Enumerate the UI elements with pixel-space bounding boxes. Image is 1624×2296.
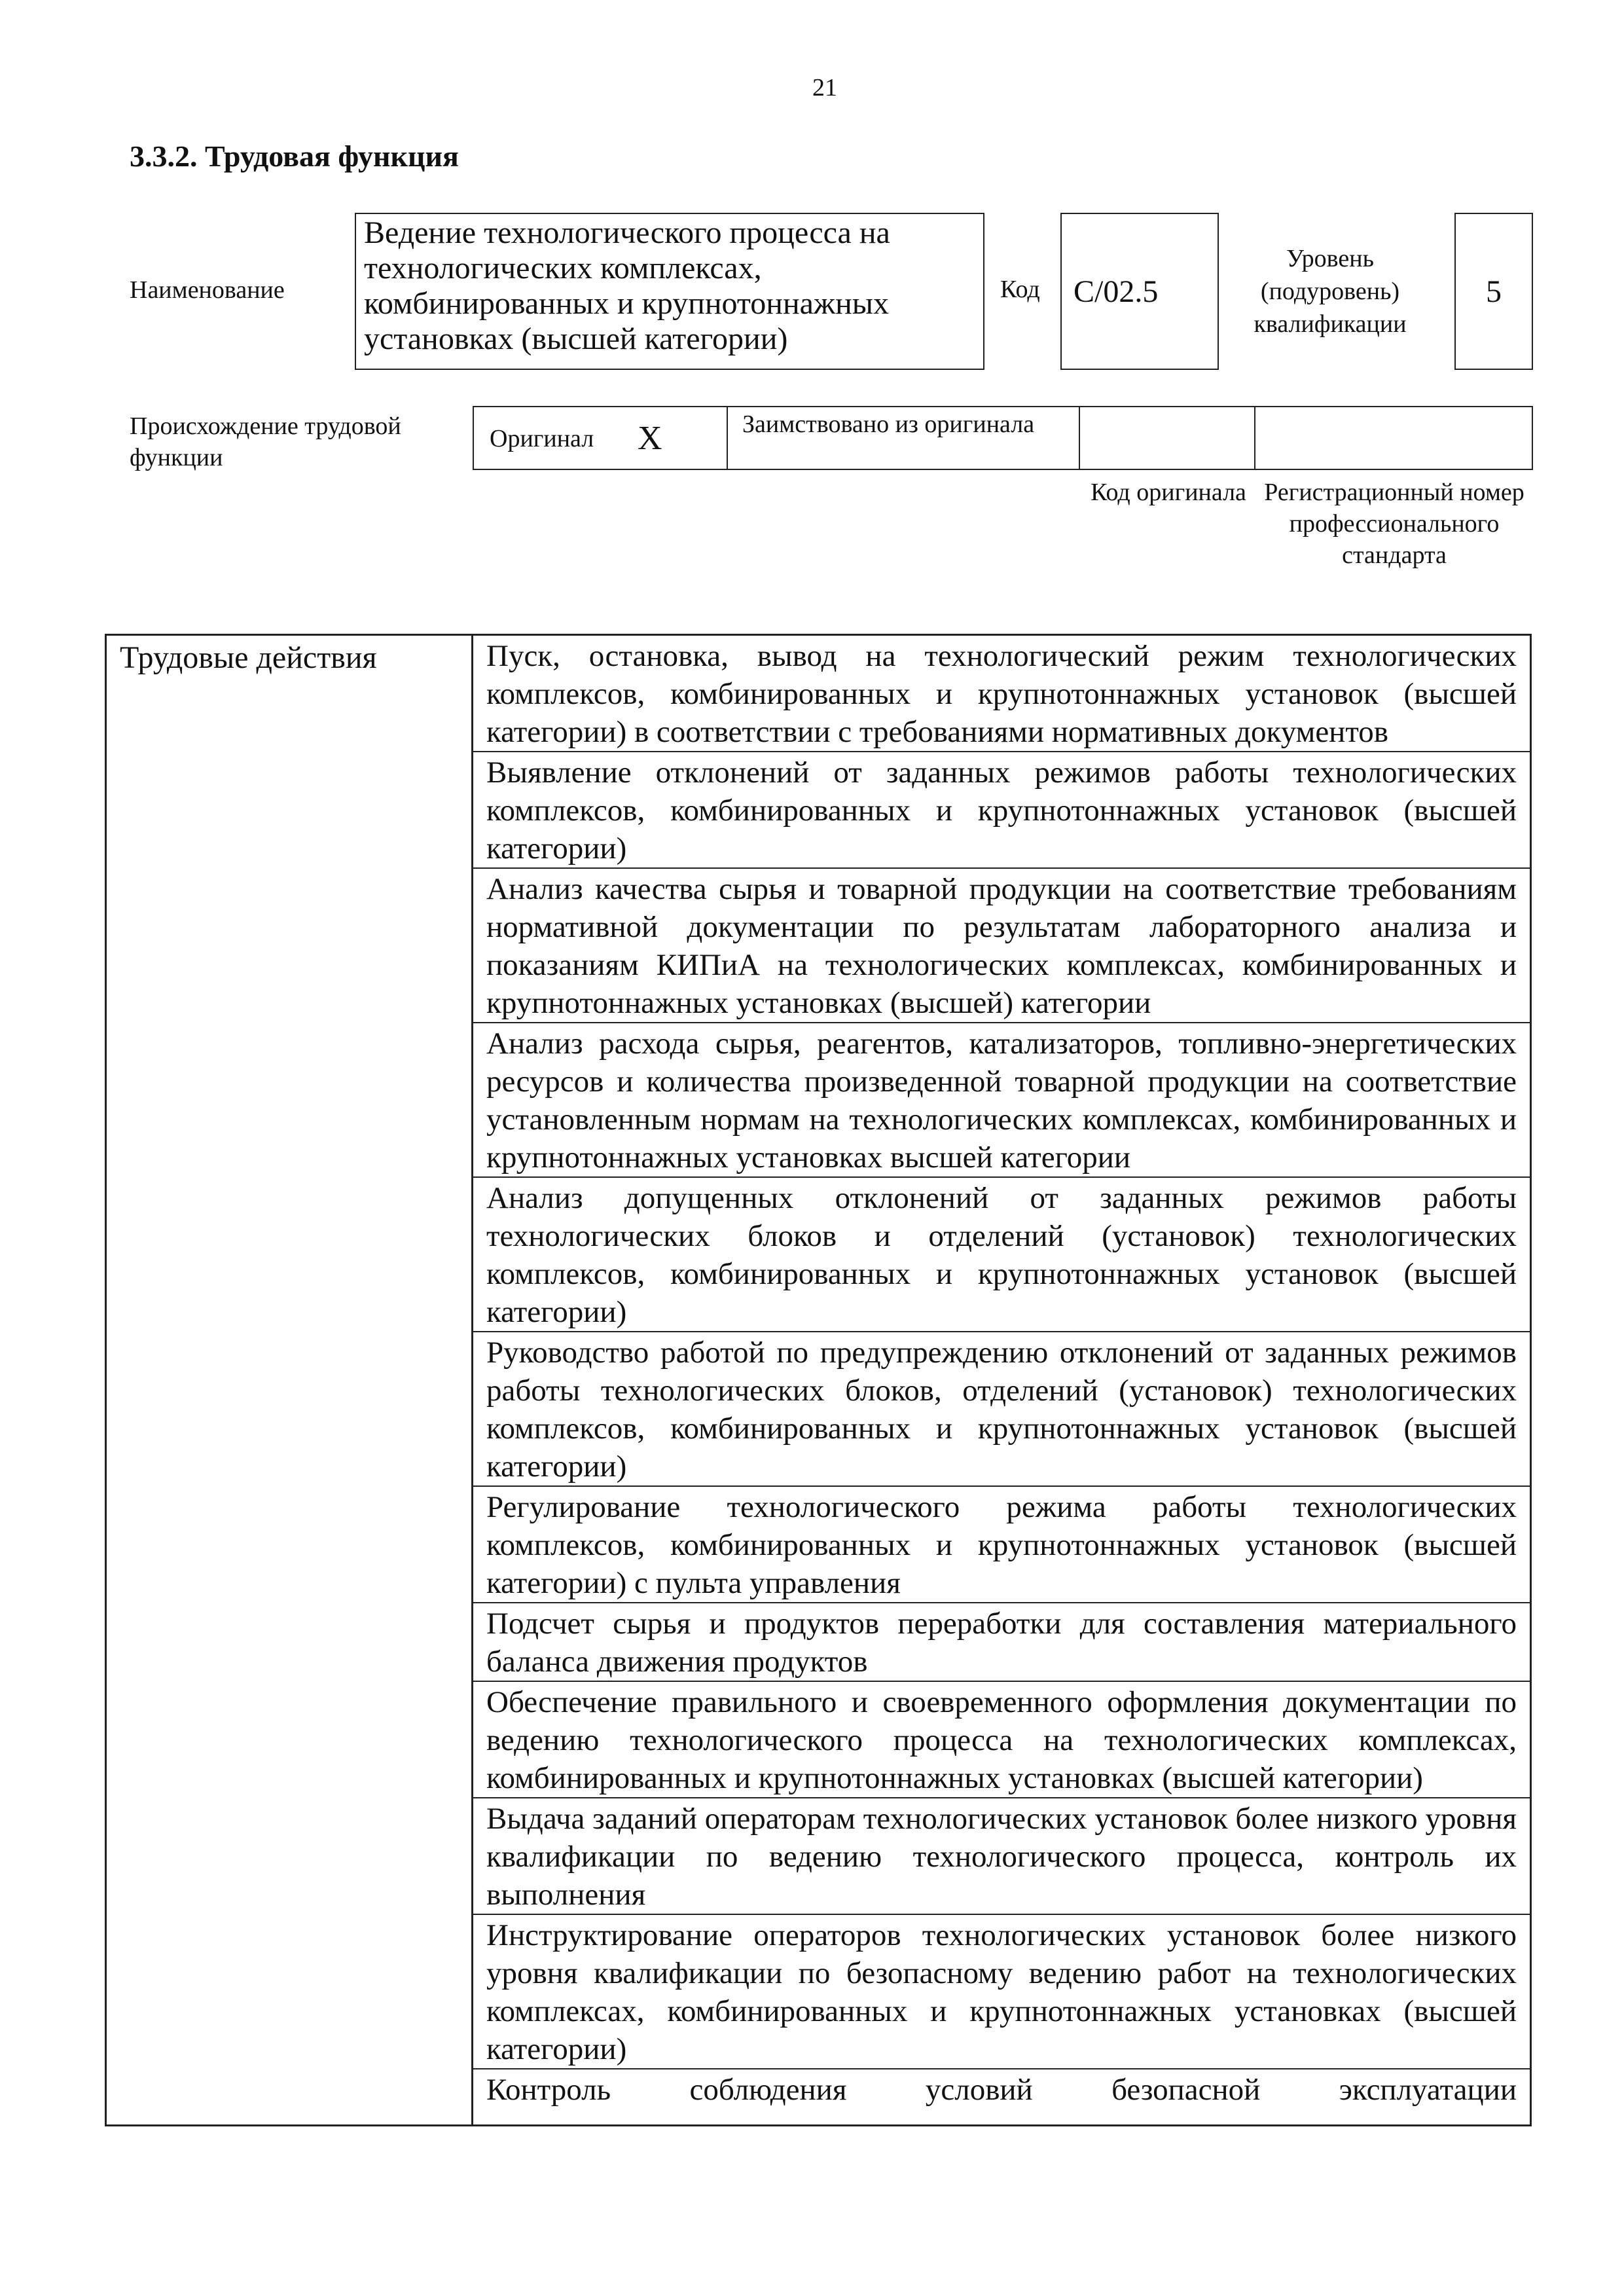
borrowed-cell — [728, 407, 1080, 469]
original-mark: Х — [638, 420, 662, 457]
original-cell — [474, 407, 728, 469]
code-original-cell — [1080, 407, 1255, 469]
table-row: Выдача заданий операторам технологических установок более низкого уровня квалификации по ведению технологического процесса, контроль их выполнения — [473, 1798, 1530, 1915]
code-label: Код — [1000, 276, 1040, 303]
table-row: Контроль соблюдения условий безопасной эксплуатации — [486, 2073, 1517, 2107]
code-original-caption: Код оригинала — [1091, 479, 1246, 506]
reg-number-cell — [1255, 407, 1532, 469]
origin-label: Происхождение трудовой функции — [130, 412, 401, 471]
name-value: Ведение технологического процесса на технологических комплексах, комбинированных и крупнотоннажных установках (высшей категории) — [355, 213, 984, 370]
borrowed-label: Заимствовано из оригинала — [742, 410, 1035, 438]
code-value: С/02.5 — [1060, 213, 1219, 370]
table-row: Подсчет сырья и продуктов переработки для составления материального баланса движения продуктов — [473, 1603, 1530, 1682]
table-row: Анализ расхода сырья, реагентов, катализаторов, топливно-энергетических ресурсов и количества произведенной товарной продукции на соответствие установленным нормам на технологических комплексах, комбинированных и крупнотоннажных установках высшей категории — [473, 1023, 1530, 1178]
table-row: Выявление отклонений от заданных режимов работы технологических комплексов, комбинированных и крупнотоннажных установок (высшей категории) — [473, 752, 1530, 869]
table-row: Анализ качества сырья и товарной продукции на соответствие требованиям нормативной документации по результатам лабораторного анализа и показаниям КИПиА на технологических комплексах, комбинированных и крупнотоннажных установках (высшей) категории — [473, 869, 1530, 1023]
labor-actions-table — [105, 634, 1532, 2126]
reg-number-caption: Регистрационный номер профессионального стандарта — [1264, 479, 1525, 569]
section-heading: 3.3.2. Трудовая функция — [130, 139, 459, 173]
name-label: Наименование — [130, 276, 285, 304]
table-row: Пуск, остановка, вывод на технологический режим технологических комплексов, комбинированных и крупнотоннажных установок (высшей категории) в соответствии с требованиями нормативных документов — [473, 636, 1530, 752]
labor-actions-list — [473, 636, 1530, 2124]
table-row: Регулирование технологического режима работы технологических комплексов, комбинированных и крупнотоннажных установок (высшей категории) с пульта управления — [473, 1487, 1530, 1603]
table-row: Обеспечение правильного и своевременного оформления документации по ведению технологического процесса на технологических комплексах, комбинированных и крупнотоннажных установках (высшей категории) — [473, 1682, 1530, 1798]
table-row: Руководство работой по предупреждению отклонений от заданных режимов работы технологических блоков, отделений (установок) технологических комплексов, комбинированных и крупнотоннажных установок (высшей категории) — [473, 1332, 1530, 1487]
level-label: Уровень (подуровень) квалификации — [1254, 245, 1407, 338]
origin-table — [473, 406, 1533, 470]
table-row: Инструктирование операторов технологических установок более низкого уровня квалификации по безопасному ведению работ на технологических комплексах, комбинированных и крупнотоннажных установках (высшей категории) — [473, 1915, 1530, 2069]
level-value: 5 — [1454, 213, 1533, 370]
page-number: 21 — [812, 74, 837, 101]
labor-actions-label: Трудовые действия — [107, 636, 473, 2124]
table-row: Анализ допущенных отклонений от заданных режимов работы технологических блоков и отделений (установок) технологических комплексов, комбинированных и крупнотоннажных установок (высшей категории) — [473, 1178, 1530, 1332]
original-label: Оригинал — [490, 425, 594, 452]
